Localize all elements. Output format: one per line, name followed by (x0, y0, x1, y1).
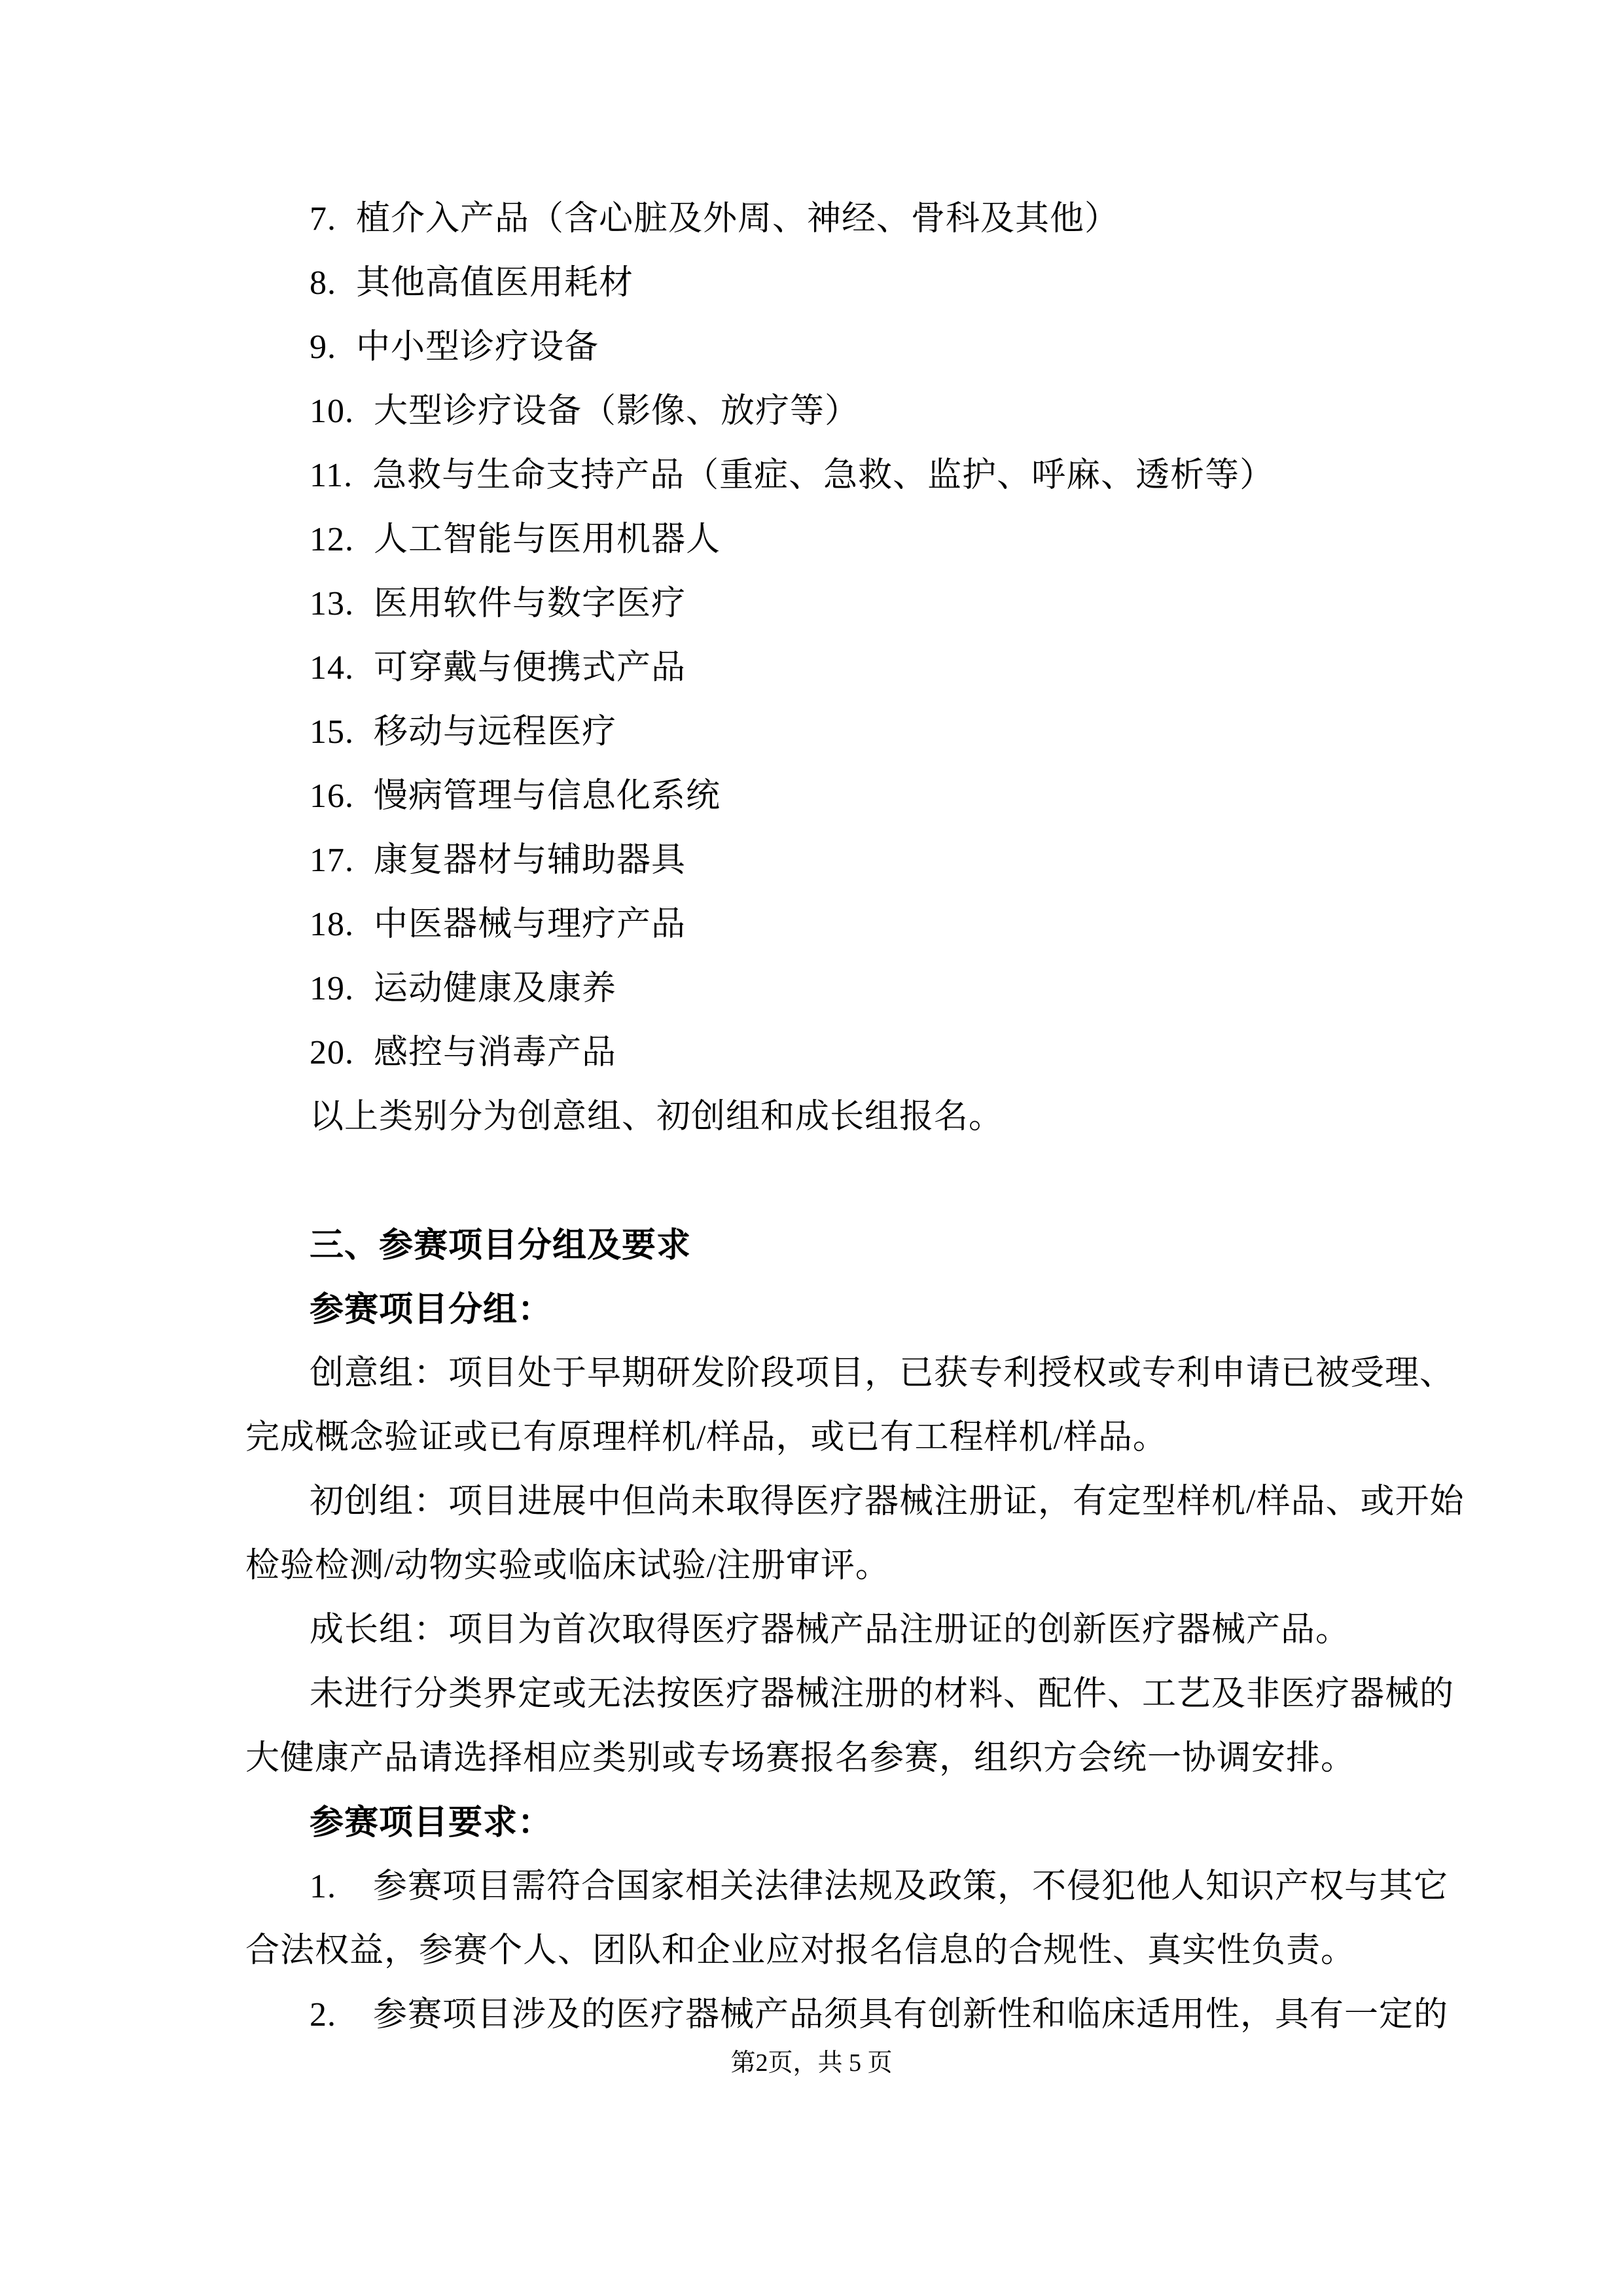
item-number: 16. (310, 778, 354, 815)
item-text: 移动与远程医疗 (374, 713, 617, 751)
item-number: 17. (310, 842, 354, 879)
sub-heading: 参赛项目分组： (310, 1291, 553, 1329)
category-list-item (245, 380, 1378, 444)
paragraph-line: 未进行分类界定或无法按医疗器械注册的材料、配件、工艺及非医疗器械的 (310, 1676, 1455, 1713)
item-number: 14. (310, 649, 354, 687)
paragraph-line: 合法权益，参赛个人、团队和企业应对报名信息的合规性、真实性负责。 (245, 1932, 1356, 1969)
item-text: 康复器材与辅助器具 (374, 842, 687, 879)
item-number: 8. (310, 264, 336, 302)
category-list-item (245, 829, 1378, 893)
item-text: 可穿戴与便携式产品 (374, 649, 687, 687)
item-text: 运动健康及康养 (374, 970, 617, 1007)
paragraph-line: 大健康产品请选择相应类别或专场赛报名参赛，组织方会统一协调安排。 (245, 1740, 1356, 1777)
item-text: 参赛项目涉及的医疗器械产品须具有创新性和临床适用性，具有一定的 (373, 1996, 1449, 2034)
item-number: 13. (310, 585, 354, 622)
item-number: 11. (310, 457, 353, 494)
section-heading: 三、参赛项目分组及要求 (310, 1227, 692, 1265)
item-text: 植介入产品（含心脏及外周、神经、骨科及其他） (356, 200, 1120, 238)
item-number: 20. (310, 1034, 354, 1071)
paragraph-line: 初创组：项目进展中但尚未取得医疗器械注册证，有定型样机/样品、或开始 (310, 1483, 1465, 1520)
item-number: 7. (310, 200, 336, 238)
sub-heading: 参赛项目要求： (310, 1804, 553, 1842)
item-number: 15. (310, 713, 354, 751)
requirement-list-item (245, 1983, 1449, 2047)
category-list-item (245, 315, 1378, 380)
category-list-item (245, 508, 1378, 572)
item-text: 感控与消毒产品 (374, 1034, 617, 1071)
item-number: 2. (310, 1996, 336, 2034)
category-list-item (245, 187, 1378, 251)
document-content (245, 187, 1465, 2047)
category-list-item (245, 957, 1378, 1021)
paragraph-line: 成长组：项目为首次取得医疗器械产品注册证的创新医疗器械产品。 (310, 1611, 1351, 1649)
item-number: 9. (310, 329, 336, 366)
item-number: 19. (310, 970, 354, 1007)
paragraph-line: 完成概念验证或已有原理样机/样品，或已有工程样机/样品。 (245, 1419, 1168, 1456)
paragraph-line: 创意组：项目处于早期研发阶段项目，已获专利授权或专利申请已被受理、 (310, 1355, 1455, 1392)
category-list-item (245, 636, 1378, 700)
blank-line (245, 1149, 1378, 1213)
item-number: 10. (310, 393, 354, 430)
paragraph-line: 检验检测/动物实验或临床试验/注册审评。 (245, 1547, 890, 1585)
requirement-list-item (245, 1855, 1449, 1919)
item-text: 医用软件与数字医疗 (374, 585, 687, 622)
item-text: 人工智能与医用机器人 (374, 521, 721, 558)
item-number: 18. (310, 906, 354, 943)
item-text: 大型诊疗设备（影像、放疗等） (374, 393, 860, 430)
category-list-item (245, 251, 1378, 315)
category-list-item (245, 444, 1378, 508)
item-number: 1. (310, 1868, 336, 1905)
item-text: 参赛项目需符合国家相关法律法规及政策，不侵犯他人知识产权与其它 (373, 1868, 1449, 1905)
category-list-item (245, 764, 1378, 829)
item-text: 急救与生命支持产品（重症、急救、监护、呼麻、透析等） (372, 457, 1275, 494)
category-list-item (245, 700, 1378, 764)
paragraph-line: 以上类别分为创意组、初创组和成长组报名。 (310, 1098, 1004, 1136)
page-number-footer: 第2页，共 5 页 (730, 2049, 893, 2077)
item-text: 慢病管理与信息化系统 (374, 778, 721, 815)
item-text: 中医器械与理疗产品 (374, 906, 687, 943)
item-text: 中小型诊疗设备 (356, 329, 599, 366)
category-list-item (245, 893, 1378, 957)
category-list-item (245, 1021, 1378, 1085)
item-number: 12. (310, 521, 354, 558)
category-list-item (245, 572, 1378, 636)
item-text: 其他高值医用耗材 (356, 264, 634, 302)
